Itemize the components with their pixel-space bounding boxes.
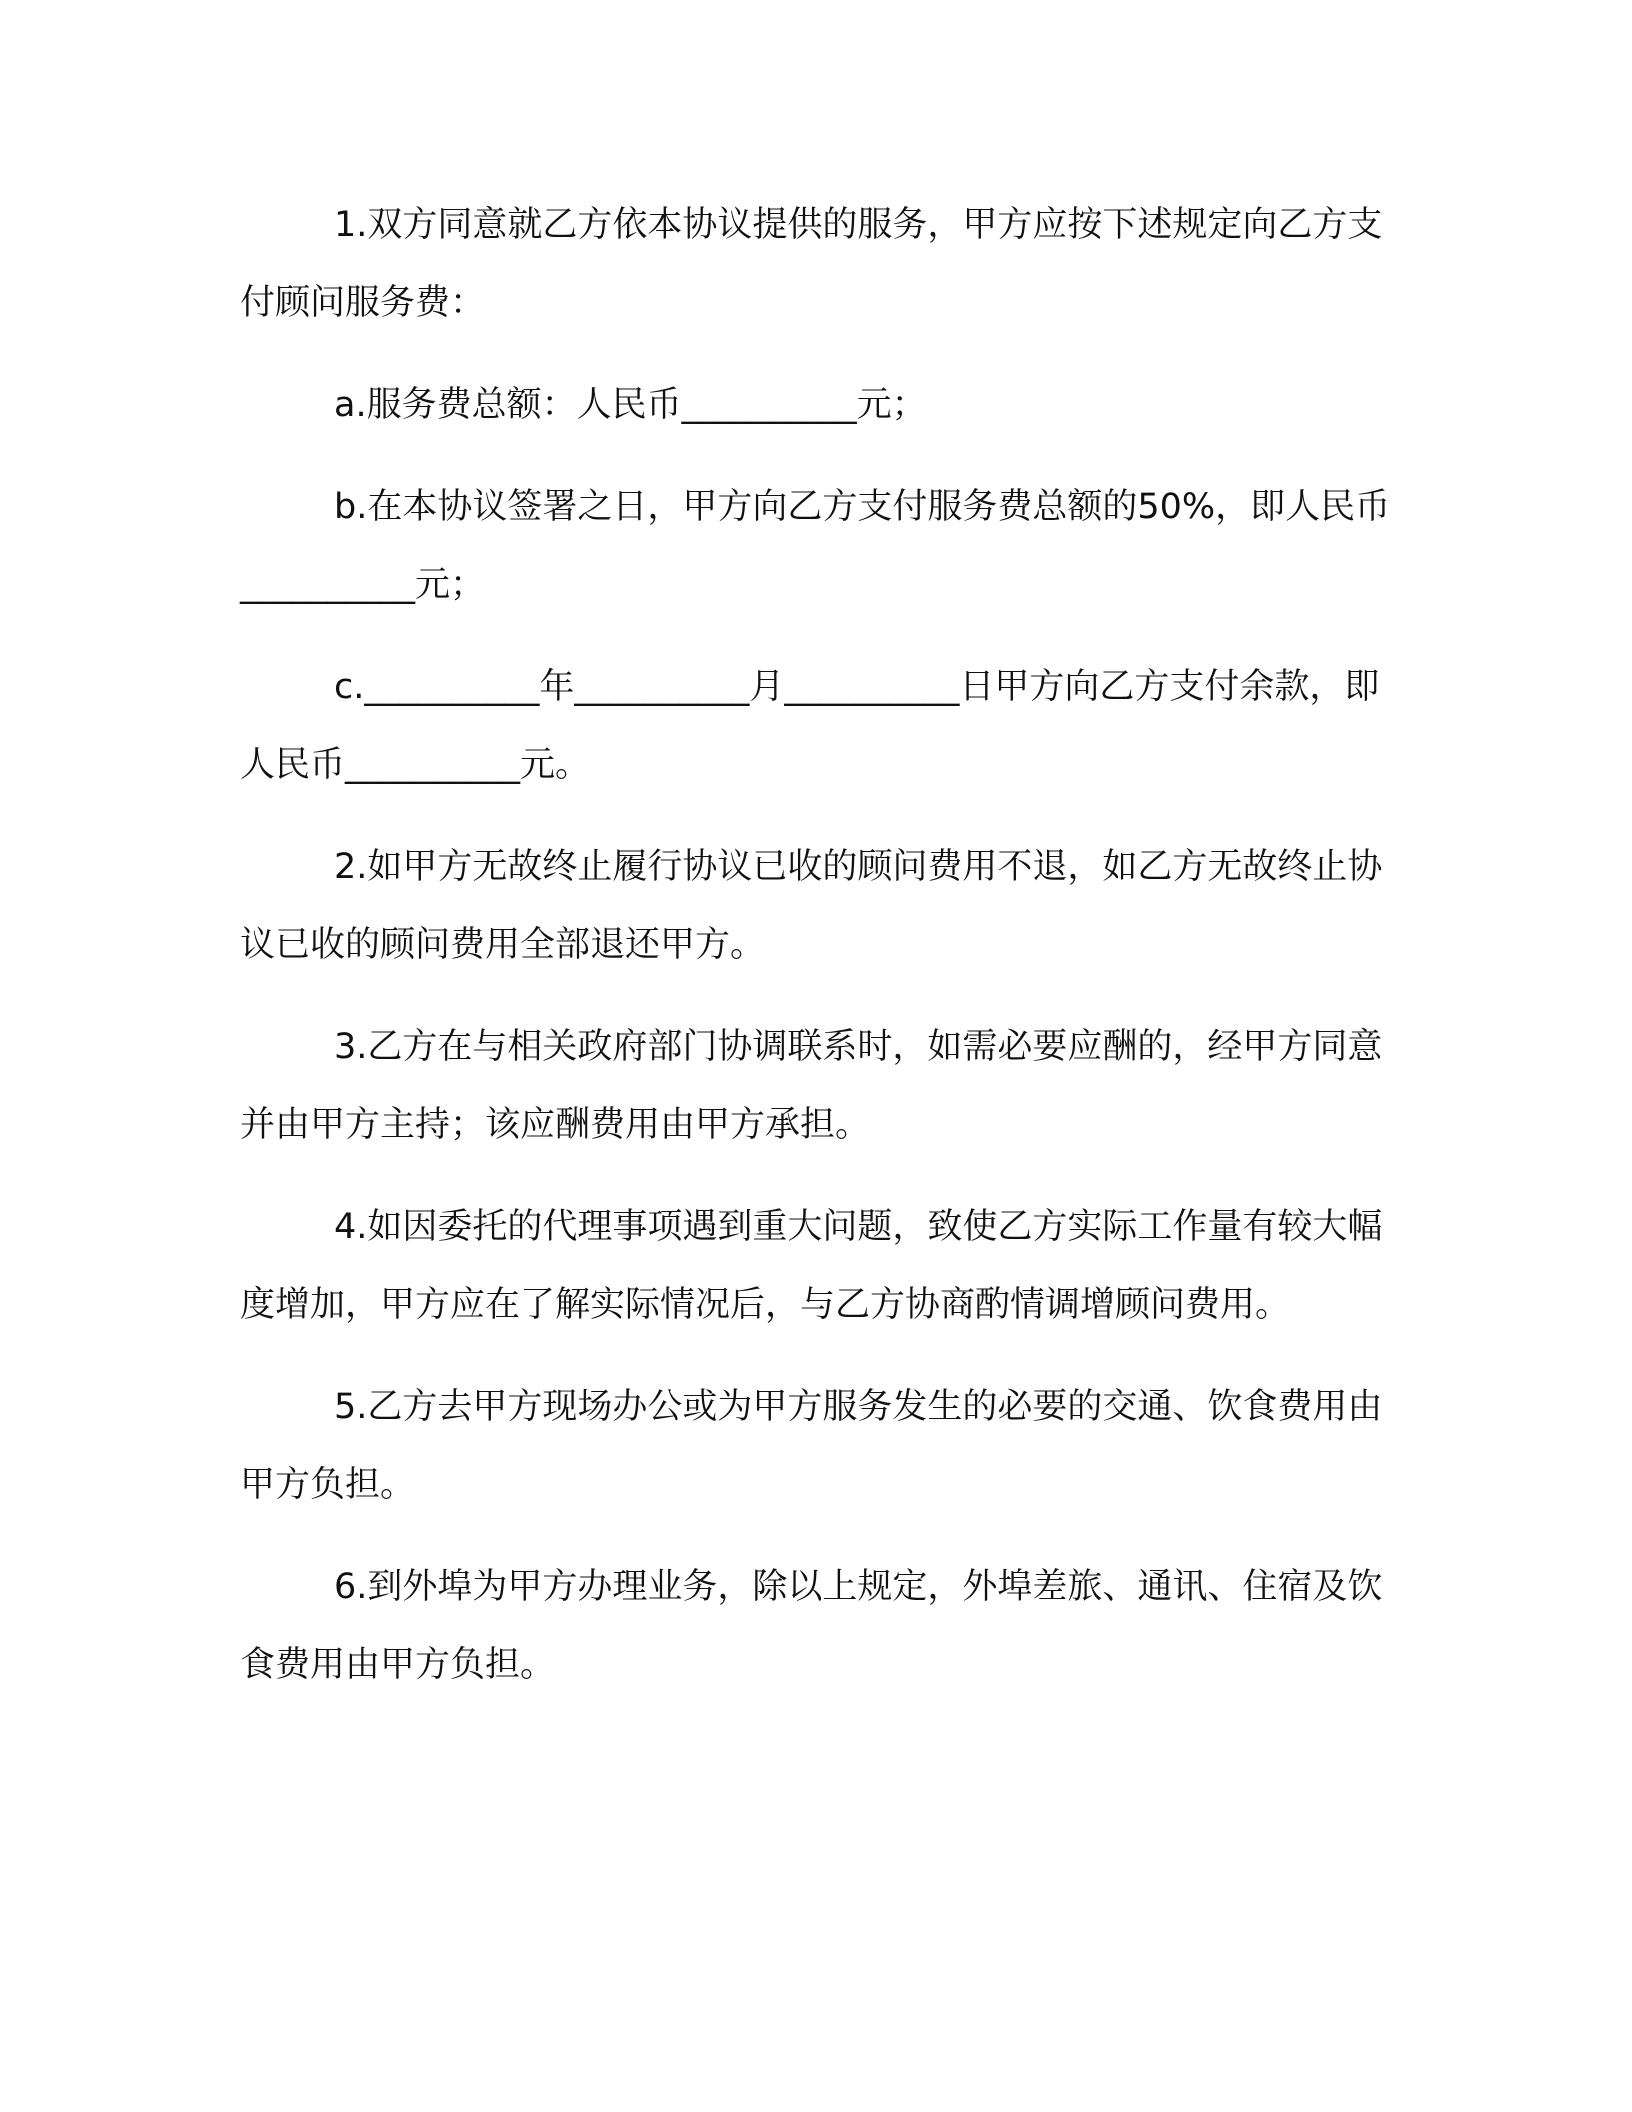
paragraph-clause-4: 4.如因委托的代理事项遇到重大问题，致使乙方实际工作量有较大幅度增加，甲方应在了解实际情况后，与乙方协商酌情调增顾问费用。: [240, 1207, 1383, 1325]
paragraph-fee-clause-1: 1.双方同意就乙方依本协议提供的服务，甲方应按下述规定向乙方支付顾问服务费：: [240, 205, 1383, 323]
paragraph-clause-2: 2.如甲方无故终止履行协议已收的顾问费用不退，如乙方无故终止协议已收的顾问费用全部退还甲方。: [240, 847, 1383, 965]
paragraph-clause-3: 3.乙方在与相关政府部门协调联系时，如需必要应酬的，经甲方同意并由甲方主持；该应酬费用由甲方承担。: [240, 1027, 1383, 1145]
paragraph-clause-6: 6.到外埠为甲方办理业务，除以上规定，外埠差旅、通讯、住宿及饮食费用由甲方负担。: [240, 1567, 1383, 1685]
paragraph-fee-balance-payment: c.__________年__________月__________日甲方向乙方支付余款，即人民币__________元。: [240, 667, 1380, 785]
paragraph-fee-first-payment: b.在本协议签署之日，甲方向乙方支付服务费总额的50%，即人民币__________元；: [240, 487, 1391, 605]
paragraph-clause-5: 5.乙方去甲方现场办公或为甲方服务发生的必要的交通、饮食费用由甲方负担。: [240, 1387, 1383, 1505]
document-body: [240, 186, 1402, 1728]
paragraph-fee-total: a.服务费总额：人民币__________元；: [334, 385, 927, 425]
